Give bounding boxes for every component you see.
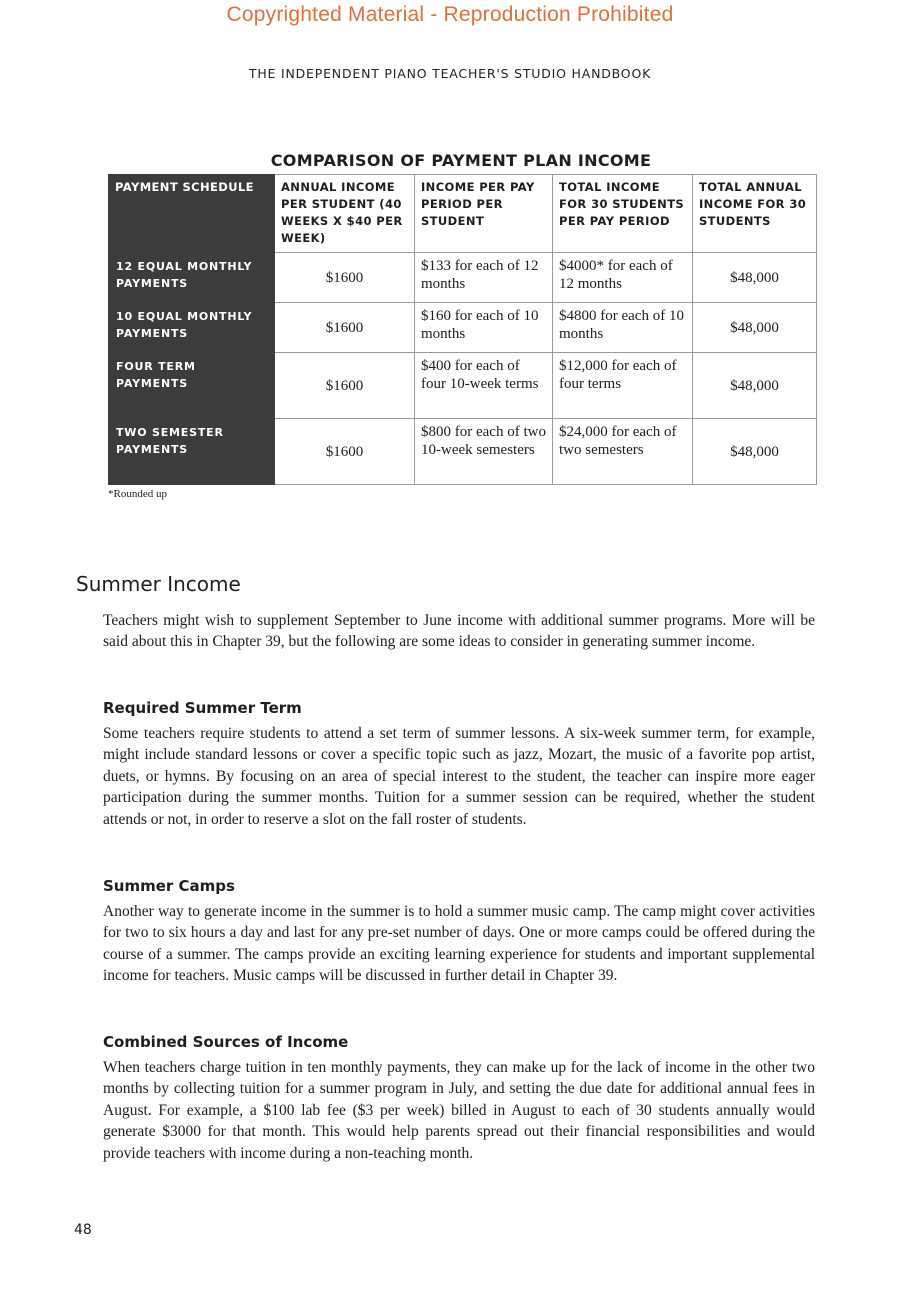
subsection-heading: Summer Camps: [103, 877, 235, 895]
column-header: PAYMENT SCHEDULE: [109, 175, 275, 253]
table-cell: $1600: [275, 253, 415, 303]
table-cell: $12,000 for each of four terms: [553, 353, 693, 419]
column-header: TOTAL INCOME FOR 30 STUDENTS PER PAY PERIOD: [553, 175, 693, 253]
table-cell: $1600: [275, 353, 415, 419]
table-cell: $48,000: [693, 353, 817, 419]
section-heading: Summer Income: [76, 572, 241, 596]
table-row: [109, 419, 817, 485]
subsection-heading: Combined Sources of Income: [103, 1033, 349, 1051]
table-cell: $24,000 for each of two semesters: [553, 419, 693, 485]
copyright-watermark: Copyrighted Material - Reproduction Prohibited: [226, 3, 674, 26]
table-cell: $1600: [275, 303, 415, 353]
table-row: [109, 303, 817, 353]
table-cell: $48,000: [693, 303, 817, 353]
page-number: 48: [74, 1222, 92, 1238]
row-header: FOUR TERM PAYMENTS: [109, 353, 275, 419]
table-cell: $4000* for each of 12 months: [553, 253, 693, 303]
column-header: INCOME PER PAY PERIOD PER STUDENT: [415, 175, 553, 253]
table-footnote: *Rounded up: [108, 488, 167, 500]
table-cell: $133 for each of 12 months: [415, 253, 553, 303]
intro-paragraph: Teachers might wish to supplement September to June income with additional summer programs. More will be said about this in Chapter 39, but the following are some ideas to consider in generating summer income.: [103, 612, 815, 651]
column-header: TOTAL ANNUAL INCOME FOR 30 STUDENTS: [693, 175, 817, 253]
subsection-heading: Required Summer Term: [103, 699, 302, 717]
table-cell: $400 for each of four 10-week terms: [415, 353, 553, 419]
table-cell: $48,000: [693, 253, 817, 303]
column-header: ANNUAL INCOME PER STUDENT (40 WEEKS X $40 PER WEEK): [275, 175, 415, 253]
row-header: 12 EQUAL MONTHLY PAYMENTS: [109, 253, 275, 303]
table-row: [109, 253, 817, 303]
table-cell: $1600: [275, 419, 415, 485]
payment-plan-table: [108, 174, 817, 485]
table-cell: $4800 for each of 10 months: [553, 303, 693, 353]
row-header: 10 EQUAL MONTHLY PAYMENTS: [109, 303, 275, 353]
body-paragraph: Some teachers require students to attend a set term of summer lessons. A six-week summer term, for example, might include standard lessons or cover a specific topic such as jazz, Mozart, the music of a favorite pop artist, duets, or hymns. By focusing on an area of special interest to the student, the teacher can inspire more eager participation during the summer months. Tuition for a summer session can be required, whether the student attends or not, in order to reserve a slot on the fall roster of students.: [103, 725, 815, 828]
table-row: [109, 353, 817, 419]
table-cell: $160 for each of 10 months: [415, 303, 553, 353]
table-title: COMPARISON OF PAYMENT PLAN INCOME: [270, 151, 652, 170]
table-header-row: [109, 175, 817, 253]
body-paragraph: When teachers charge tuition in ten monthly payments, they can make up for the lack of income in the other two months by collecting tuition for a summer program in July, and setting the due date for additional annual fees in August. For example, a $100 lab fee ($3 per week) billed in August to each of 30 students annually would generate $3000 for that month. This would help parents spread out their financial responsibilities and would provide teachers with income during a non-teaching month.: [103, 1059, 815, 1162]
table-cell: $800 for each of two 10-week semesters: [415, 419, 553, 485]
running-head: THE INDEPENDENT PIANO TEACHER'S STUDIO HANDBOOK: [248, 66, 652, 81]
table-cell: $48,000: [693, 419, 817, 485]
body-paragraph: Another way to generate income in the summer is to hold a summer music camp. The camp might cover activities for two to six hours a day and last for any pre-set number of days. One or more camps could be offered during the course of a summer. The camps provide an exciting learning experience for students and important supplemental income for teachers. Music camps will be discussed in further detail in Chapter 39.: [103, 903, 815, 985]
row-header: TWO SEMESTER PAYMENTS: [109, 419, 275, 485]
